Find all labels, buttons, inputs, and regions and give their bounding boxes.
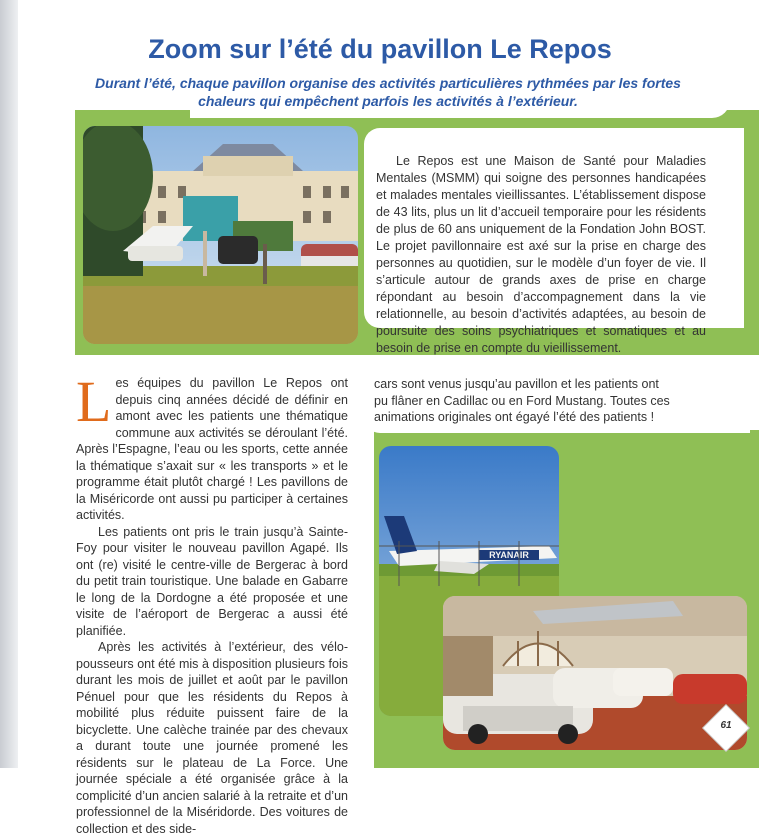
page-title: Zoom sur l’été du pavillon Le Repos xyxy=(148,34,612,64)
paragraph-1-text: es équipes du pavillon Le Repos ont depuis cinq années décidé de définir en amont avec les patients une thématique commune aux activités se déroulant l’été. Après l’Espagne, l’eau ou les sports, cette année la thématique s’axait sur « les transports » et le programme était plutôt chargé ! Les pavillons de la Miséricorde ont aussi pu participer à certaines activités. xyxy=(76,376,348,522)
paragraph-2: Les patients ont pris le train jusqu’à Sainte-Foy pour visiter le nouveau pavillon Agapé. Ils ont (re) visité le centre-ville de Bergerac à bord du petit train touristique. Une balade en Gabarre le long de la Dordogne a été proposée et une visite de l’aéroport de Bergerac a aussi été planifiée. xyxy=(76,524,348,638)
article-body-column-2: cars sont venus jusqu’au pavillon et les patients ont pu flâner en Cadillac ou en Ford Mustang. Toutes ces animations originales ont égayé l’été des patients ! xyxy=(374,377,670,424)
photo-car-collection xyxy=(443,596,747,750)
intro-text: Le Repos est une Maison de Santé pour Maladies Mentales (MSMM) qui soigne des personnes handicapées et malades mentales vieillissantes. L’établissement dispose de 43 lits, plus un lit d’accueil temporaire pour les résidents de plus de 60 ans uniquement de la Fondation John BOST. Le projet pavillonnaire est axé sur la prise en charge des personnes au quotidien, sur le modèle d’un foyer de vie. Il s’articule autour de grands axes de prise en charge répondant au besoin d’accompagnement dans la vie relationnelle, au besoin d’activités adaptées, au besoin de poursuite des soins psychiatriques et somatiques et au besoin de prise en compte du vieillissement. xyxy=(376,154,706,355)
airplane-livery: RYANAIR xyxy=(489,550,529,560)
paragraph-1 xyxy=(76,369,348,524)
page-number: 61 xyxy=(720,720,732,731)
facing-page-edge xyxy=(0,0,18,768)
drop-cap: L xyxy=(76,369,112,434)
photo-building-classic-cars xyxy=(83,126,358,344)
page-subtitle: Durant l’été, chaque pavillon organise des activités particulières rythmées par les fortes chaleurs qui empêchent parfois les activités à l’extérieur. xyxy=(95,75,681,109)
paragraph-3: Après les activités à l’extérieur, des vélo-pousseurs ont été mis à disposition plusieurs fois durant les mois de juillet et août par le pavillon Pénuel pour que les résidents du Repos à mobilité plus réduite puissent faire de la bicyclette. Une calèche trainée par des chevaux a durant toute une journée promené les résidents sur le plateau de La Force. Une journée spéciale a été organisée grâce à la complicité d’un ancien salarié à la retraite et d’un professionnel de la Miséridorde. Des voitures de collection et des side- xyxy=(76,640,348,836)
